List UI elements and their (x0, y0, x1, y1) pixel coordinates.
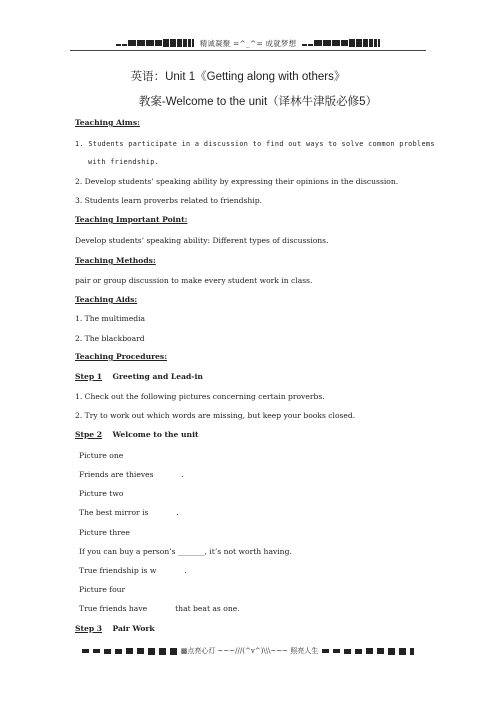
header-decoration-left (116, 39, 194, 47)
aids-item-1: 1. The multimedia (75, 314, 146, 323)
proverb-3-blank: _______ (177, 547, 205, 556)
step3-number: Step 3 (75, 624, 103, 633)
proverb-2-end: . (176, 508, 179, 517)
proverb-3 (79, 547, 439, 557)
aims-item-2: 2. Develop students’ speaking ability by expressing their opinions in the discussion. (75, 177, 399, 186)
methods-text: pair or group discussion to make every student work in class. (75, 276, 313, 285)
proverb-1 (79, 470, 439, 480)
proverb-5 (79, 604, 439, 614)
footer-decoration-left (82, 648, 177, 655)
step3-heading (75, 624, 435, 634)
aims-item-1-continued: with friendship. (88, 158, 160, 166)
header-decoration-right (302, 39, 380, 47)
proverb-4-text: True friendship is w (79, 566, 157, 575)
header-text: 精诚凝聚 =^_^= 成就梦想 (199, 38, 297, 48)
important-point-text: Develop students’ speaking ability: Different types of discussions. (75, 236, 329, 245)
footer-decoration-right (322, 648, 414, 655)
footer-text: ▩点亮心灯 ~~~///(^v^)\\\~~~ 照亮人生 (180, 647, 319, 655)
picture-two-label: Picture two (79, 489, 124, 498)
step1-item-2: 2. Try to work out which words are missing, but keep your books closed. (75, 411, 356, 420)
step2-heading (75, 430, 435, 440)
step3-label: Pair Work (112, 624, 155, 633)
document-subtitle: 教案-Welcome to the unit（译林牛津版必修5） (138, 96, 378, 108)
proverb-5-text: True friends have (79, 604, 148, 613)
header-rule (70, 50, 426, 51)
document-title: 英语：Unit 1《Getting along with others》 (130, 71, 346, 83)
aids-item-2: 2. The blackboard (75, 334, 145, 343)
proverb-1-text: Friends are thieves (79, 470, 154, 479)
step1-heading (75, 372, 435, 382)
proverb-3-text: If you can buy a person’s (79, 547, 176, 556)
aids-heading: Teaching Aids: (75, 295, 138, 304)
proverb-4 (79, 566, 439, 576)
page-footer (92, 645, 404, 657)
proverb-1-end: . (181, 470, 184, 479)
step1-label: Greeting and Lead-in (112, 372, 203, 381)
step2-label: Welcome to the unit (112, 430, 199, 439)
proverb-4-end: . (184, 566, 187, 575)
methods-heading: Teaching Methods: (75, 256, 156, 265)
aims-item-1: 1. Students participate in a discussion to find out ways to solve common problems (75, 140, 435, 148)
step1-number: Step 1 (75, 372, 103, 381)
procedures-heading: Teaching Procedures: (75, 352, 168, 361)
page-header (70, 36, 426, 50)
picture-three-label: Picture three (79, 528, 130, 537)
important-point-heading: Teaching Important Point: (75, 215, 188, 224)
proverb-3-end: , it’s not worth having. (204, 547, 292, 556)
step1-item-1: 1. Check out the following pictures concerning certain proverbs. (75, 392, 325, 401)
proverb-2 (79, 508, 439, 518)
picture-one-label: Picture one (79, 451, 124, 460)
aims-item-3: 3. Students learn proverbs related to friendship. (75, 196, 262, 205)
proverb-2-text: The best mirror is (79, 508, 149, 517)
picture-four-label: Picture four (79, 585, 126, 594)
proverb-5-end: that beat as one. (175, 604, 240, 613)
aims-heading: Teaching Aims: (75, 118, 140, 127)
step2-number: Stpe 2 (75, 430, 103, 439)
